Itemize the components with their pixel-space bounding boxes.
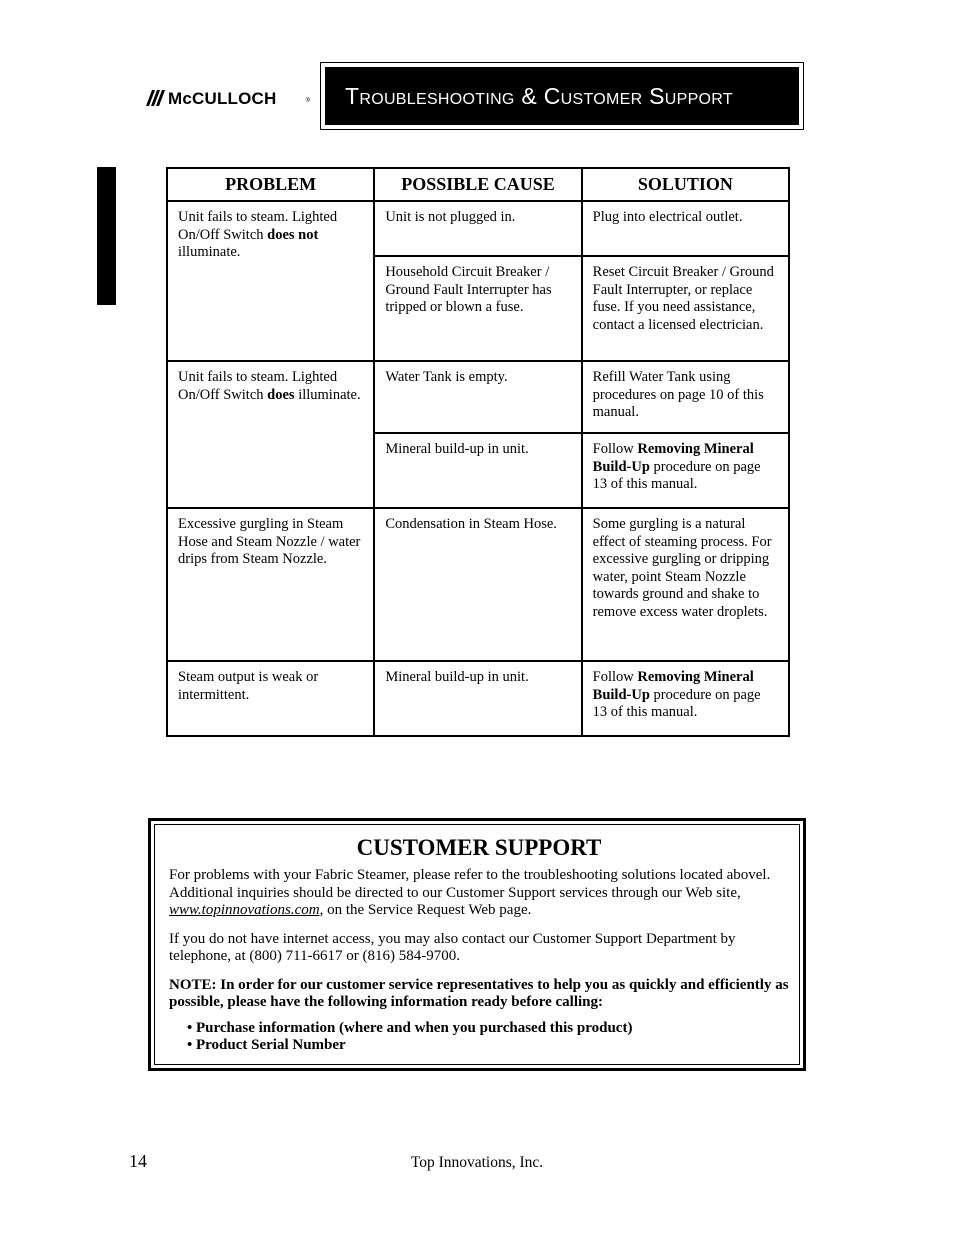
page-title-box bbox=[320, 62, 804, 130]
page-title: Troubleshooting & Customer Support bbox=[345, 82, 733, 109]
page-title-banner bbox=[325, 67, 799, 125]
support-note: NOTE: In order for our customer service representatives to help you as quickly and efficiently as possible, please have the following information ready before calling: bbox=[169, 976, 789, 1010]
troubleshooting-table bbox=[166, 167, 790, 737]
solution-cell: Refill Water Tank using procedures on page 10 of this manual. bbox=[582, 361, 789, 433]
logo-wordmark: McCULLOCH bbox=[168, 89, 277, 108]
customer-support-inner bbox=[154, 824, 800, 1065]
problem-cell: Excessive gurgling in Steam Hose and Steam Nozzle / water drips from Steam Nozzle. bbox=[167, 508, 374, 661]
solution-cell: Some gurgling is a natural effect of steaming process. For excessive gurgling or dripping water, point Steam Nozzle towards ground and shake to remove excess water droplets. bbox=[582, 508, 789, 661]
page-number: 14 bbox=[129, 1151, 147, 1171]
website-link[interactable]: www.topinnovations.com bbox=[169, 902, 320, 918]
cause-cell: Unit is not plugged in. bbox=[374, 201, 581, 256]
header-possible-cause: POSSIBLE CAUSE bbox=[374, 168, 581, 201]
info-list bbox=[169, 1020, 789, 1055]
table-row bbox=[167, 661, 789, 736]
table-row bbox=[167, 361, 789, 433]
table-row bbox=[167, 508, 789, 661]
solution-cell: Follow Removing Mineral Build-Up procedure on page 13 of this manual. bbox=[582, 661, 789, 736]
solution-cell: Plug into electrical outlet. bbox=[582, 201, 789, 256]
cause-cell: Household Circuit Breaker / Ground Fault Interrupter has tripped or blown a fuse. bbox=[374, 256, 581, 361]
registered-mark: ® bbox=[305, 98, 310, 104]
side-tab-marker bbox=[97, 167, 116, 305]
support-paragraph-phone: If you do not have internet access, you may also contact our Customer Support Department by telephone, at (800) 711-6617 or (816) 584-9700. bbox=[169, 930, 736, 964]
list-item: • Product Serial Number bbox=[187, 1037, 346, 1053]
table-row bbox=[167, 201, 789, 256]
cause-cell: Condensation in Steam Hose. bbox=[374, 508, 581, 661]
header-problem: PROBLEM bbox=[167, 168, 374, 201]
cause-cell: Water Tank is empty. bbox=[374, 361, 581, 433]
customer-support-box bbox=[148, 818, 806, 1071]
logo-stripes-icon bbox=[146, 90, 170, 106]
problem-cell: Unit fails to steam. Lighted On/Off Switch does illuminate. bbox=[167, 361, 374, 508]
problem-cell: Unit fails to steam. Lighted On/Off Switch does not illuminate. bbox=[167, 201, 374, 361]
cause-cell: Mineral build-up in unit. bbox=[374, 433, 581, 508]
solution-cell: Follow Removing Mineral Build-Up procedure on page 13 of this manual. bbox=[582, 433, 789, 508]
mcculloch-logo bbox=[146, 88, 310, 110]
header-solution: SOLUTION bbox=[582, 168, 789, 201]
customer-support-heading: CUSTOMER SUPPORT bbox=[356, 835, 602, 860]
list-item: • Purchase information (where and when you purchased this product) bbox=[187, 1019, 633, 1036]
problem-cell: Steam output is weak or intermittent. bbox=[167, 661, 374, 736]
solution-cell: Reset Circuit Breaker / Ground Fault Interrupter, or replace fuse. If you need assistance, contact a licensed electrician. bbox=[582, 256, 789, 361]
footer-company: Top Innovations, Inc. bbox=[410, 1154, 544, 1171]
support-paragraph-web: For problems with your Fabric Steamer, please refer to the troubleshooting solutions located abovel. Additional inquiries should be directed to our Customer Support services through our Web site, www.topinnovations.com, on the Service Request Web page. bbox=[169, 867, 771, 918]
table-header-row bbox=[167, 168, 789, 201]
cause-cell: Mineral build-up in unit. bbox=[374, 661, 581, 736]
